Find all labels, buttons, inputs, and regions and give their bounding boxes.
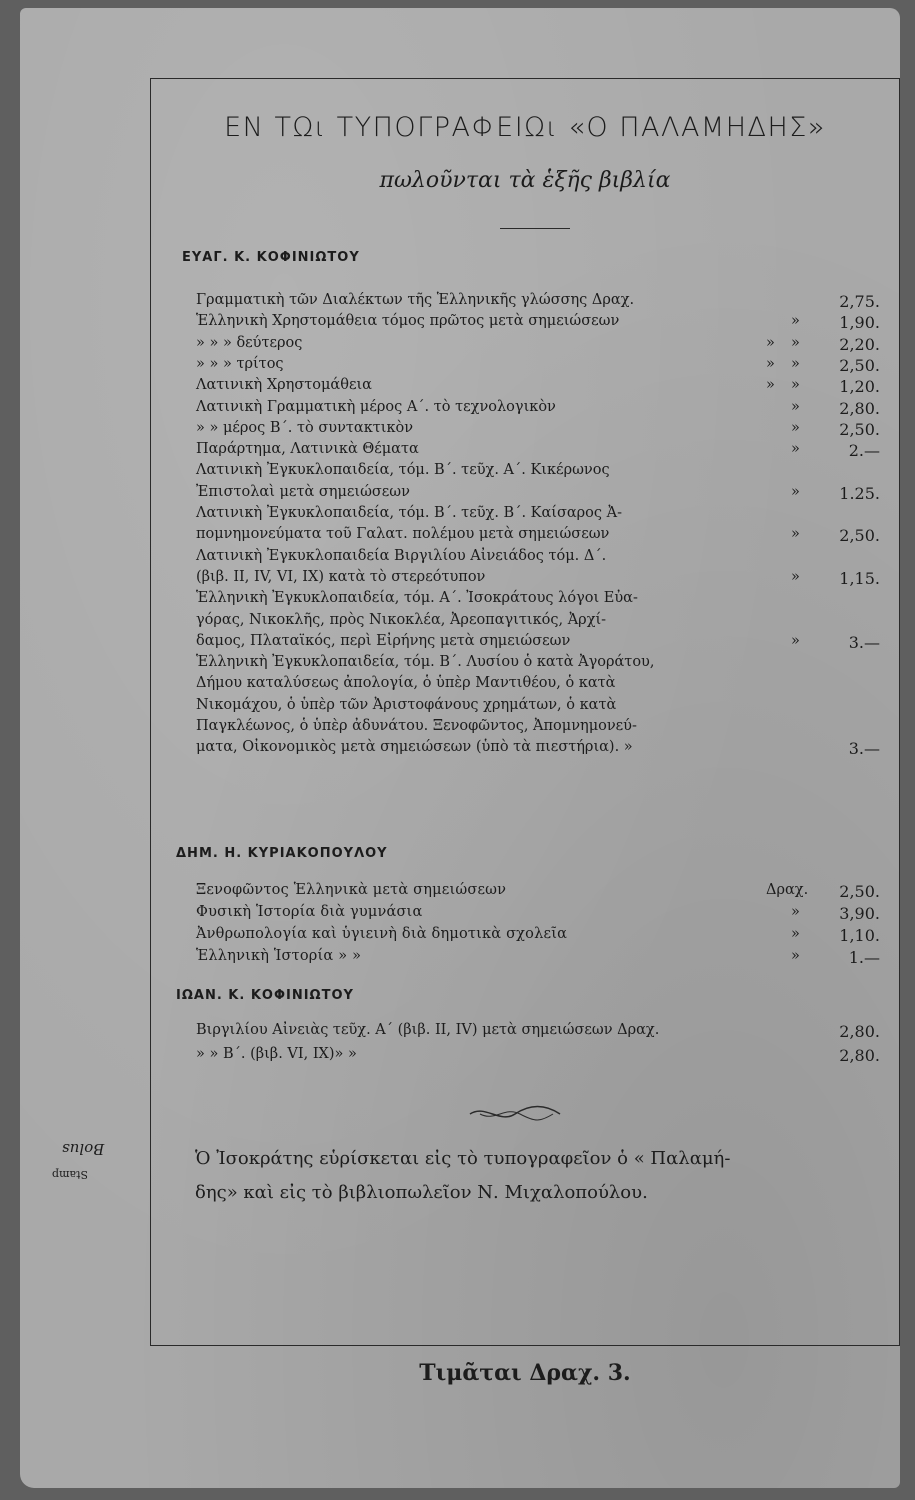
ditto-mark: » — [791, 441, 800, 458]
book-title: Ἑλληνικὴ Ἐγκυκλοπαιδεία, τόμ. Β΄. Λυσίου ὁ κατὰ Ἀγοράτου, — [196, 654, 655, 671]
book-entry — [196, 462, 880, 484]
book-entry — [196, 590, 880, 612]
ditto-mark: » — [791, 483, 800, 500]
book-entry — [196, 633, 880, 655]
ditto-mark: » — [791, 334, 800, 351]
book-title: Ἑλληνικὴ Χρηστομάθεια τόμος πρῶτος μετὰ σημειώσεων — [196, 313, 620, 330]
book-entry — [196, 1022, 880, 1044]
ditto-mark: » — [791, 313, 800, 330]
book-entry — [196, 926, 880, 948]
book-entry — [196, 654, 880, 676]
ditto-mark: » — [791, 568, 800, 585]
book-title: » » » δεύτερος — [196, 334, 303, 351]
book-entry — [196, 505, 880, 527]
book-title: Ἑλληνικὴ Ἱστορία » » — [196, 948, 362, 964]
book-entry — [196, 420, 880, 442]
book-title: Νικομάχου, ὁ ὑπὲρ τῶν Ἀριστοφάνους χρημάτων, ὁ κατὰ — [196, 696, 617, 713]
book-title: Φυσικὴ Ἱστορία διὰ γυμνάσια — [196, 904, 423, 920]
book-title: Λατινικὴ Γραμματικὴ μέρος Α΄. τὸ τεχνολογικὸν — [196, 398, 556, 415]
book-price: 2,80. — [839, 1022, 880, 1041]
book-title: » » Β΄. (βιβ. VI, IX)» » — [196, 1046, 357, 1062]
ditto-mark: » — [791, 904, 800, 920]
book-title: Δήμου καταλύσεως ἀπολογία, ὁ ὑπὲρ Μαντιθέου, ὁ κατὰ — [196, 675, 616, 692]
book-price: 2,80. — [839, 398, 880, 418]
ditto-mark: » — [791, 398, 800, 415]
book-entry — [196, 292, 880, 314]
ditto-mark: » — [791, 355, 800, 372]
book-title: Ἑλληνικὴ Ἐγκυκλοπαιδεία, τόμ. Α΄. Ἰσοκράτους λόγοι Εὐα- — [196, 590, 638, 607]
book-price: 2,50. — [839, 355, 880, 375]
book-entry — [196, 904, 880, 926]
ditto-mark: » — [766, 377, 775, 394]
book-entry — [196, 697, 880, 719]
author-heading: ΙΩΑΝ. Κ. ΚΟΦΙΝΙΩΤΟΥ — [176, 988, 354, 1003]
book-entry — [196, 313, 880, 335]
book-price: 1,90. — [839, 313, 880, 333]
book-entry — [196, 548, 880, 570]
book-price: 2,75. — [839, 292, 880, 311]
ditto-mark: » — [791, 526, 800, 543]
book-price: 1.25. — [839, 483, 880, 503]
book-price: 3.— — [848, 739, 880, 759]
availability-note-line1: Ὁ Ἰσοκράτης εὑρίσκεται εἰς τὸ τυπογραφεῖον ὁ « Παλαμή- — [195, 1148, 731, 1169]
book-title: Ἀνθρωπολογία καὶ ὑγιεινὴ διὰ δημοτικὰ σχολεῖα — [196, 926, 568, 942]
availability-note-line2: δης» καὶ εἰς τὸ βιβλιοπωλεῖον Ν. Μιχαλοπούλου. — [195, 1182, 648, 1203]
book-title: Λατινικὴ Χρηστομάθεια — [196, 377, 372, 394]
ditto-mark: » — [791, 926, 800, 942]
book-entry — [196, 1046, 880, 1068]
book-price: 1.— — [848, 948, 880, 967]
book-price: 1,20. — [839, 377, 880, 397]
book-title: Ξενοφῶντος Ἑλληνικὰ μετὰ σημειώσεων — [196, 882, 507, 898]
book-entry — [196, 882, 880, 904]
ditto-mark: » — [766, 355, 775, 372]
book-title: Λατινικὴ Ἐγκυκλοπαιδεία, τόμ. Β΄. τεῦχ. Α΄. Κικέρωνος — [196, 462, 610, 479]
book-price: 2.— — [848, 441, 880, 461]
book-price: 2,80. — [839, 1046, 880, 1065]
author-heading: ΕΥΑΓ. Κ. ΚΟΦΙΝΙΩΤΟΥ — [182, 250, 360, 265]
book-title: πομνημονεύματα τοῦ Γαλατ. πολέμου μετὰ σημειώσεων — [196, 526, 610, 543]
price-statement: Τιμᾶται Δραχ. 3. — [419, 1360, 631, 1386]
book-entry — [196, 399, 880, 421]
book-entry — [196, 377, 880, 399]
book-title: δαμος, Πλαταϊκός, περὶ Εἰρήνης μετὰ σημειώσεων — [196, 632, 571, 649]
book-entry — [196, 675, 880, 697]
book-price: 2,50. — [839, 526, 880, 546]
book-price: 3,90. — [839, 904, 880, 923]
book-price: 1,10. — [839, 926, 880, 945]
book-title: » » » τρίτος — [196, 355, 284, 372]
book-title: Λατινικὴ Ἐγκυκλοπαιδεία Βιργιλίου Αἰνειάδος τόμ. Δ΄. — [196, 547, 607, 564]
book-entry — [196, 739, 880, 761]
page-subtitle: πωλοῦνται τὰ ἑξῆς βιβλία — [379, 168, 671, 193]
divider-rule — [500, 228, 570, 229]
book-price: 1,15. — [839, 568, 880, 588]
ditto-mark: » — [791, 419, 800, 436]
book-title: Παράρτημα, Λατινικὰ Θέματα — [196, 441, 419, 458]
book-entry — [196, 612, 880, 634]
book-title: Παγκλέωνος, ὁ ὑπὲρ ἀδυνάτου. Ξενοφῶντος, Ἀπομνημονεύ- — [196, 718, 637, 734]
book-price: 2,20. — [839, 334, 880, 354]
page-title: ΕΝ ΤΩι ΤΥΠΟΓΡΑΦΕΙΩι «Ο ΠΑΛΑΜΗΔΗΣ» — [224, 112, 826, 143]
author-heading: ΔΗΜ. Η. ΚΥΡΙΑΚΟΠΟΥΛΟΥ — [176, 846, 388, 861]
book-title: γόρας, Νικοκλῆς, πρὸς Νικοκλέα, Ἀρεοπαγιτικός, Ἀρχί- — [196, 611, 607, 628]
book-entry — [196, 484, 880, 506]
ditto-mark: Δραχ. — [766, 882, 809, 898]
book-title: Ἐπιστολαὶ μετὰ σημειώσεων — [196, 483, 410, 500]
ditto-mark: » — [791, 948, 800, 964]
book-title: Γραμματικὴ τῶν Διαλέκτων τῆς Ἑλληνικῆς γλώσσης Δραχ. — [196, 292, 635, 308]
book-entry — [196, 356, 880, 378]
book-entry — [196, 569, 880, 591]
margin-stamp-text: Stamp — [52, 1168, 88, 1181]
book-title: Βιργιλίου Αἰνειὰς τεῦχ. Α΄ (βιβ. II, IV) μετὰ σημειώσεων Δραχ. — [196, 1022, 660, 1038]
book-entry — [196, 335, 880, 357]
ditto-mark: » — [791, 632, 800, 649]
book-price: 2,50. — [839, 882, 880, 901]
book-entry — [196, 441, 880, 463]
flourish-ornament — [465, 1102, 565, 1126]
book-title: ματα, Οἰκονομικὸς μετὰ σημειώσεων (ὑπὸ τὰ πιεστήρια). » — [196, 739, 633, 756]
book-entry — [196, 526, 880, 548]
ditto-mark: » — [766, 334, 775, 351]
book-entry — [196, 948, 880, 970]
margin-handwriting: Bolus — [62, 1140, 105, 1158]
book-price: 3.— — [848, 632, 880, 652]
book-entry — [196, 718, 880, 740]
book-title: Λατινικὴ Ἐγκυκλοπαιδεία, τόμ. Β΄. τεῦχ. Β΄. Καίσαρος Ἀ- — [196, 505, 623, 521]
book-title: » » μέρος Β΄. τὸ συντακτικὸν — [196, 419, 414, 436]
book-title: (βιβ. II, IV, VI, IX) κατὰ τὸ στερεότυπον — [196, 568, 486, 585]
book-price: 2,50. — [839, 419, 880, 439]
ditto-mark: » — [791, 377, 800, 394]
